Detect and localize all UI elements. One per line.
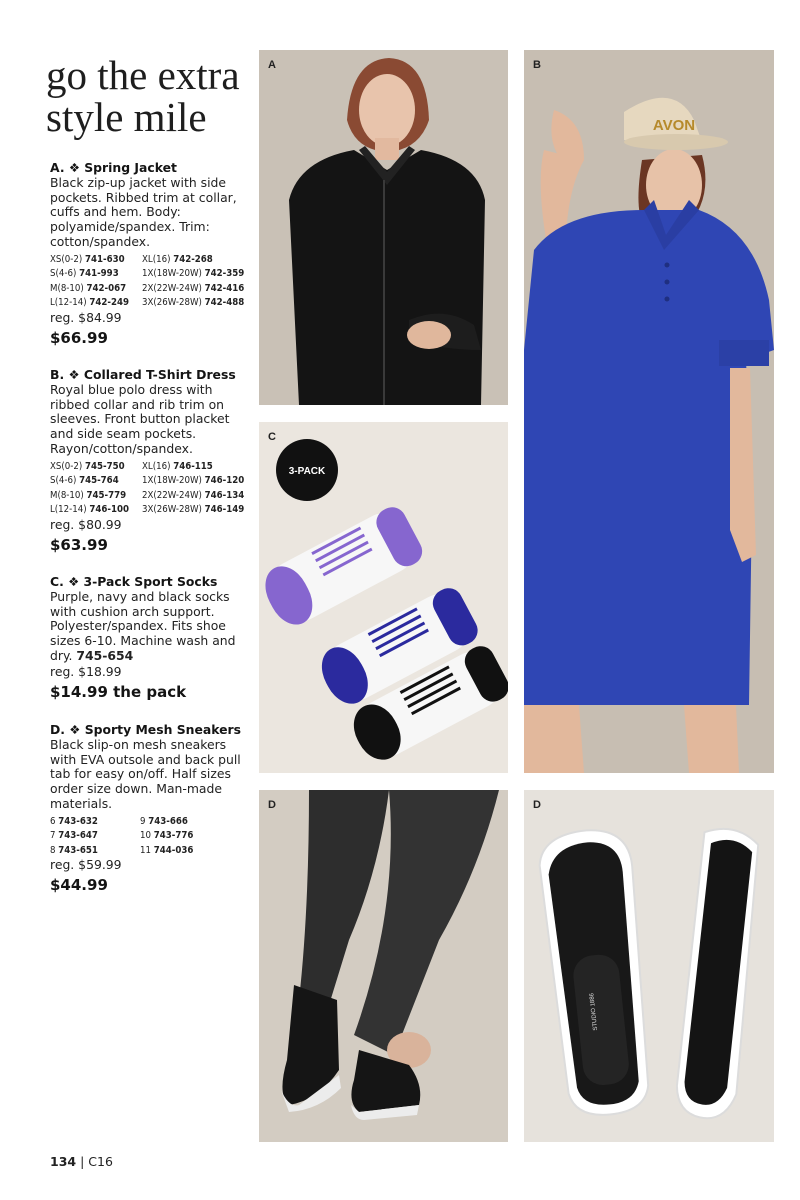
size-option xyxy=(142,267,262,281)
photo-b-letter: B xyxy=(533,59,541,71)
cap-logo-text: AVON xyxy=(652,117,696,134)
size-label: S(4-6) xyxy=(50,268,77,280)
item-code: 746-115 xyxy=(173,460,213,472)
size-option xyxy=(142,474,262,488)
size-label: XL(16) xyxy=(142,460,171,472)
dress-illustration xyxy=(524,50,774,773)
sneakers-pair-illustration xyxy=(524,790,774,1142)
size-option xyxy=(142,253,262,267)
size-label: L(12-14) xyxy=(50,297,87,309)
product-c-regular-price: reg. $18.99 xyxy=(50,663,122,679)
size-label: XS(0-2) xyxy=(50,460,83,472)
size-label: 8 xyxy=(50,844,56,856)
photo-d-letter-2: D xyxy=(533,799,541,811)
item-code: 742-268 xyxy=(173,253,213,265)
product-c-description xyxy=(50,590,255,664)
photo-sneakers-pair xyxy=(524,790,774,1142)
item-code: 743-776 xyxy=(153,830,194,842)
size-label: 9 xyxy=(140,815,146,827)
photo-a-letter: A xyxy=(268,59,276,71)
size-option xyxy=(50,253,142,267)
product-c-price: $14.99 the pack xyxy=(50,682,187,701)
size-option xyxy=(142,503,262,517)
photo-spring-jacket xyxy=(259,50,508,405)
item-code: 742-488 xyxy=(204,297,245,309)
product-a-sizes xyxy=(50,253,255,310)
size-option xyxy=(50,489,142,503)
product-d-title: D. ❖ Sporty Mesh Sneakers xyxy=(50,722,242,737)
size-label: 1X(18W-20W) xyxy=(142,475,202,487)
size-option xyxy=(50,503,142,517)
product-d-regular-price: reg. $59.99 xyxy=(50,857,122,873)
product-b-title: B. ❖ Collared T-Shirt Dress xyxy=(50,367,236,382)
product-c-block xyxy=(50,574,255,701)
jacket-illustration xyxy=(259,50,508,405)
size-option xyxy=(142,296,262,310)
item-code: 741-630 xyxy=(84,253,125,265)
product-a-title: A. ❖ Spring Jacket xyxy=(50,160,177,175)
item-code: 745-764 xyxy=(79,475,119,487)
item-code: 745-779 xyxy=(86,489,127,501)
item-code: 743-632 xyxy=(58,815,98,827)
size-option xyxy=(50,815,140,829)
item-code: 743-647 xyxy=(58,830,98,842)
size-option xyxy=(142,282,262,296)
product-a-price: $66.99 xyxy=(50,328,108,347)
item-code: 742-359 xyxy=(204,268,245,280)
size-label: XL(16) xyxy=(142,253,171,265)
product-a-regular-price: reg. $84.99 xyxy=(50,309,122,325)
size-option xyxy=(50,829,140,843)
size-option xyxy=(140,829,250,843)
footer-separator: | xyxy=(76,1154,89,1169)
size-option xyxy=(50,267,142,281)
product-a-description: Black zip-up jacket with side pockets. Ribbed trim at collar, cuffs and hem. Body: polyamide/spandex. Trim: cotton/spandex. xyxy=(50,175,237,249)
product-b-sizes xyxy=(50,460,255,517)
size-label: 3X(26W-28W) xyxy=(142,504,202,516)
size-label: 2X(22W-24W) xyxy=(142,282,202,294)
product-b-block xyxy=(50,367,255,554)
size-label: 1X(18W-20W) xyxy=(142,268,202,280)
item-code: 742-416 xyxy=(204,282,245,294)
size-label: 2X(22W-24W) xyxy=(142,489,202,501)
page-headline xyxy=(46,54,240,138)
size-option xyxy=(50,282,142,296)
product-b-regular-price: reg. $80.99 xyxy=(50,516,122,532)
item-code: 746-120 xyxy=(204,475,245,487)
product-d-sizes xyxy=(50,815,255,858)
size-label: 6 xyxy=(50,815,56,827)
item-code: 743-666 xyxy=(148,815,188,827)
size-label: 7 xyxy=(50,830,56,842)
photo-sport-socks xyxy=(259,422,508,773)
size-label: S(4-6) xyxy=(50,475,77,487)
item-code: 743-651 xyxy=(58,844,98,856)
size-label: 10 xyxy=(140,830,151,842)
size-label: 11 xyxy=(140,844,151,856)
product-d-price: $44.99 xyxy=(50,876,108,895)
headline-line-1: go the extra xyxy=(46,52,240,98)
headline-line-2: style mile xyxy=(46,94,207,140)
size-option xyxy=(142,460,262,474)
item-code: 746-149 xyxy=(204,504,245,516)
photo-collared-dress xyxy=(524,50,774,773)
item-code: 745-750 xyxy=(84,460,125,472)
item-code: 742-067 xyxy=(86,282,127,294)
size-option xyxy=(50,296,142,310)
product-d-block xyxy=(50,722,255,894)
size-option xyxy=(50,844,140,858)
size-option xyxy=(142,489,262,503)
item-code: 742-249 xyxy=(89,297,129,309)
item-code: 746-100 xyxy=(89,504,129,516)
size-option xyxy=(50,460,142,474)
product-b-description: Royal blue polo dress with ribbed collar and rib trim on sleeves. Front button placket and side seam pockets. Rayon/cotton/spandex. xyxy=(50,382,230,456)
product-c-item-code: 745-654 xyxy=(76,647,134,663)
photo-c-letter: C xyxy=(268,431,276,443)
size-label: XS(0-2) xyxy=(50,253,83,265)
catalog-code: C16 xyxy=(88,1154,113,1169)
product-d-description: Black slip-on mesh sneakers with EVA outsole and back pull tab for easy on/off. Half sizes order size down. Man-made materials. xyxy=(50,737,241,811)
socks-illustration xyxy=(259,422,508,773)
size-option xyxy=(50,474,142,488)
size-option xyxy=(140,815,250,829)
product-c-description-text: Purple, navy and black socks with cushion arch support. Polyester/spandex. Fits shoe sizes 6-10. Machine wash and dry. xyxy=(50,589,236,663)
photo-sneakers-worn xyxy=(259,790,508,1142)
sneakers-worn-illustration xyxy=(259,790,508,1142)
size-label: 3X(26W-28W) xyxy=(142,297,202,309)
insole-print: STUDIO 1886 xyxy=(589,992,600,1031)
page-number: 134 xyxy=(50,1154,77,1169)
item-code: 741-993 xyxy=(79,268,119,280)
item-code: 744-036 xyxy=(153,844,194,856)
size-option xyxy=(140,844,250,858)
product-b-price: $63.99 xyxy=(50,535,108,554)
product-c-title: C. ❖ 3-Pack Sport Socks xyxy=(50,574,218,589)
page-footer xyxy=(50,1154,113,1169)
three-pack-badge: 3-PACK xyxy=(288,466,326,477)
size-label: M(8-10) xyxy=(50,282,84,294)
size-label: M(8-10) xyxy=(50,489,84,501)
photo-d-letter-1: D xyxy=(268,799,276,811)
item-code: 746-134 xyxy=(204,489,245,501)
size-label: L(12-14) xyxy=(50,504,87,516)
product-a-block xyxy=(50,160,255,347)
